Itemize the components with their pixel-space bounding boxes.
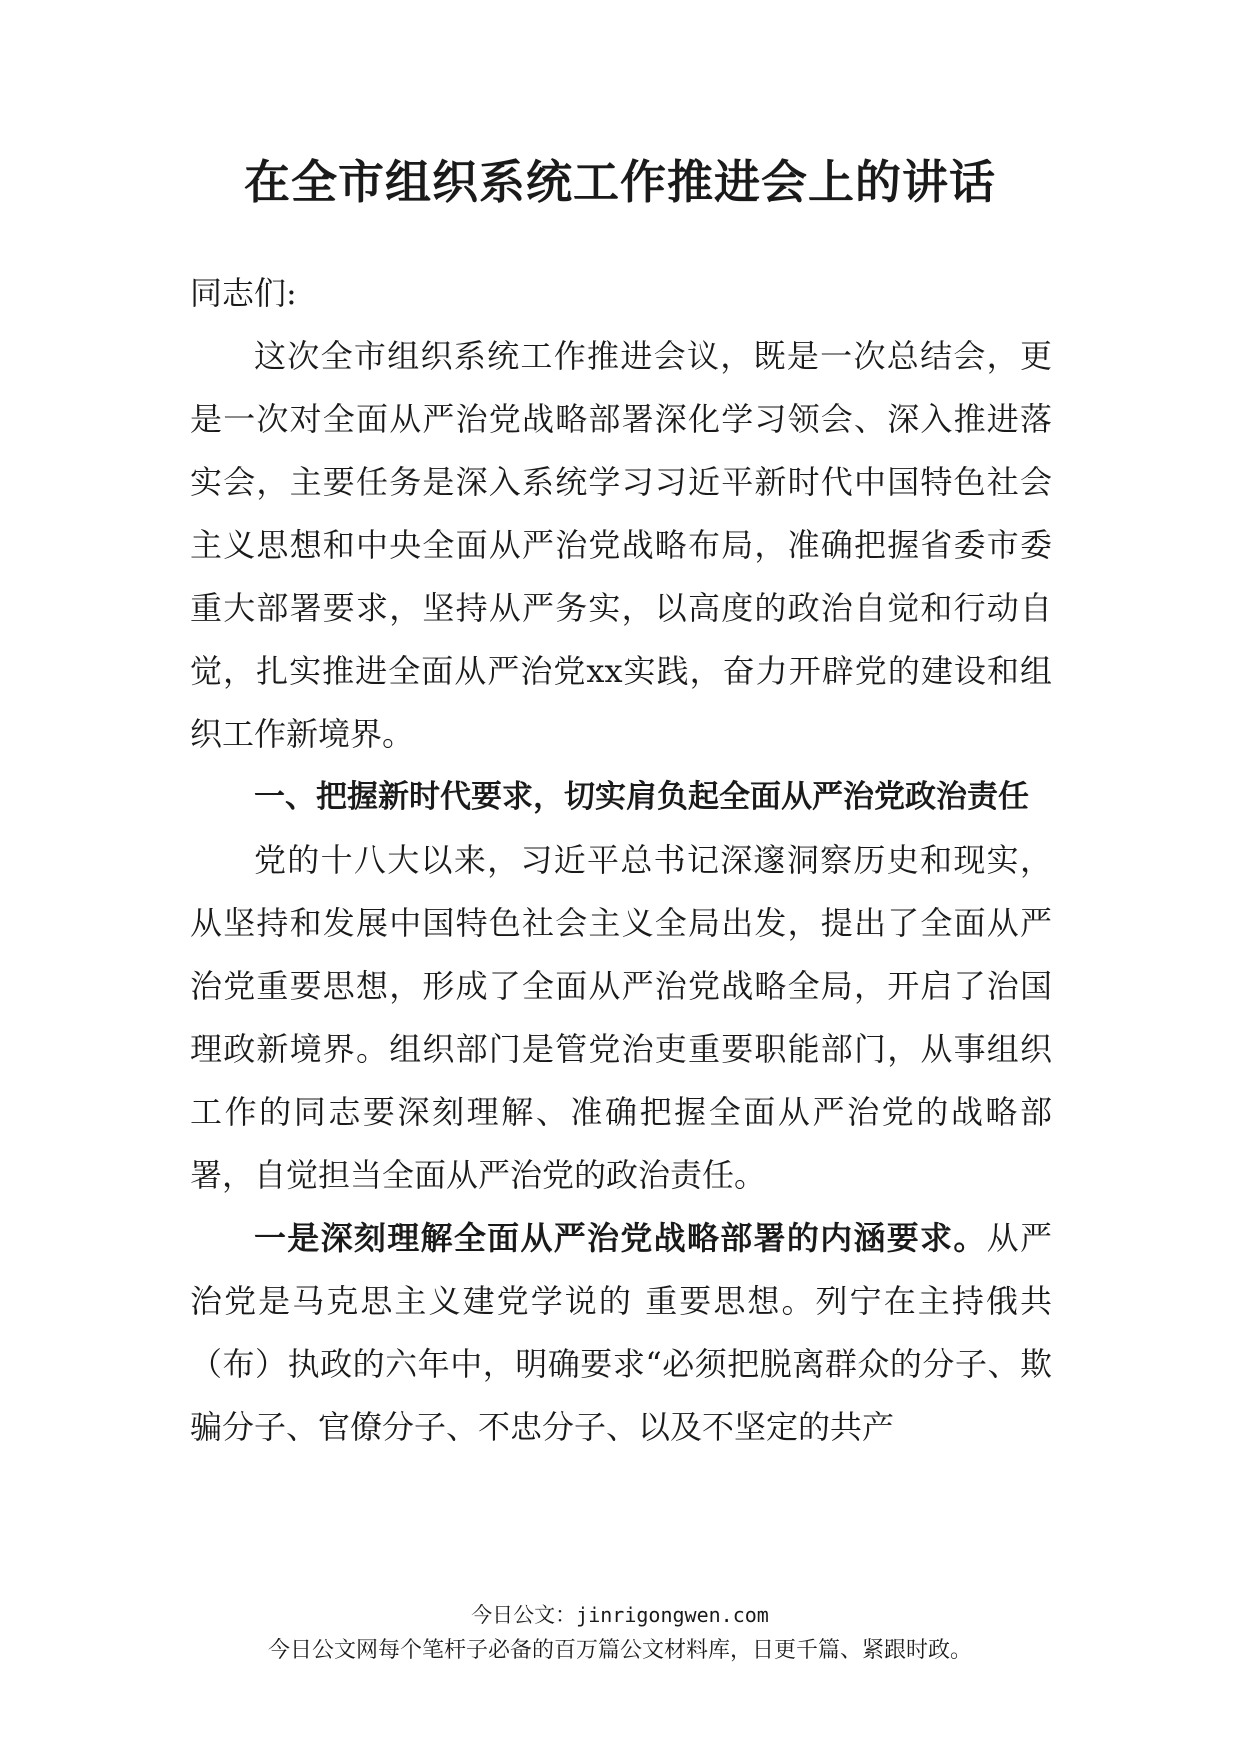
- paragraph-point-1: [190, 1207, 1052, 1459]
- footer-slogan: 今日公文网每个笔杆子必备的百万篇公文材料库，日更千篇、紧跟时政。: [267, 1638, 972, 1663]
- paragraph-intro: 这次全市组织系统工作推进会议，既是一次总结会，更是一次对全面从严治党战略部署深化学习领会、深入推进落实会，主要任务是深入系统学习习近平新时代中国特色社会主义思想和中央全面从严治党战略布局，准确把握省委市委重大部署要求，坚持从严务实，以高度的政治自觉和行动自觉，扎实推进全面从严治党xx实践，奋力开辟党的建设和组织工作新境界。: [190, 337, 1052, 753]
- section-heading-1: 一、把握新时代要求，切实肩负起全面从严治党政治责任: [254, 779, 1029, 815]
- point-1-body: 从严治党是马克思主义建党学说的 重要思想。列宁在主持俄共（布）执政的六年中，明确要求“必须把脱离群众的分子、欺骗分子、官僚分子、不忠分子、以及不坚定的共产: [190, 1219, 1052, 1446]
- document-body: [190, 262, 1052, 1459]
- footer-site-label: 今日公文：: [471, 1603, 577, 1627]
- paragraph-section-1: 党的十八大以来，习近平总书记深邃洞察历史和现实，从坚持和发展中国特色社会主义全局出发，提出了全面从严治党重要思想，形成了全面从严治党战略全局，开启了治国理政新境界。组织部门是管党治吏重要职能部门，从事组织工作的同志要深刻理解、准确把握全面从严治党的战略部署，自觉担当全面从严治党的政治责任。: [190, 841, 1052, 1194]
- salutation: 同志们:: [190, 274, 297, 312]
- point-1-lead: 一是深刻理解全面从严治党战略部署的内涵要求。: [254, 1219, 987, 1257]
- document-title: 在全市组织系统工作推进会上的讲话: [244, 155, 996, 209]
- footer-site-url[interactable]: jinrigongwen.com: [576, 1603, 769, 1627]
- footer-site-line: [0, 1601, 1240, 1629]
